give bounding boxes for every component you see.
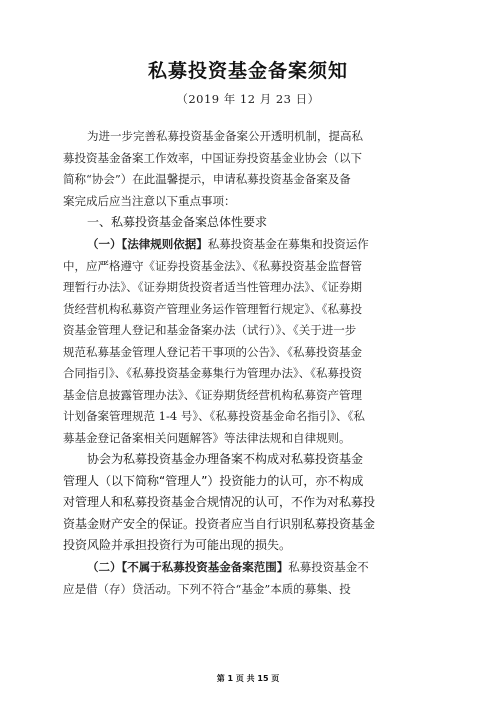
text-line: 募基金登记备案相关问题解答》等法律法规和自律规则。 bbox=[63, 430, 351, 445]
text-line: 案完成后应当注意以下重点事项： bbox=[63, 193, 236, 208]
text-line bbox=[63, 557, 433, 579]
section-heading bbox=[63, 212, 433, 234]
item1-first-line: 私募投资基金在募集和投资运作 bbox=[207, 237, 369, 251]
text-line: 协会为私募投资基金办理备案不构成对私募投资基金 bbox=[87, 452, 364, 466]
text-line: 规范私募基金管理人登记若干事项的公告》、《私募投资基金 bbox=[63, 344, 362, 359]
section-heading-text: 一、私募投资基金备案总体性要求 bbox=[87, 215, 268, 229]
item2-paragraph bbox=[63, 557, 433, 600]
text-line: 基金信息披露管理办法》、《证券期货经营机构私募资产管理 bbox=[63, 387, 362, 402]
document-title: 私募投资基金备案须知 bbox=[147, 60, 348, 82]
text-line: 合同指引》、《私募投资基金募集行为管理办法》、《私募投资 bbox=[63, 366, 362, 380]
text-line: 资基金财产安全的保证。投资者应当自行识别私募投资基金 bbox=[63, 516, 376, 531]
text-line: 募投资基金备案工作效率，中国证券投资基金业协会（以下 bbox=[63, 150, 362, 165]
item2-label: （二）【不属于私募投资基金备案范围】 bbox=[87, 560, 289, 574]
document-date: （2019 年 12 月 23 日） bbox=[176, 92, 320, 106]
item1-label: （一）【法律规则依据】 bbox=[87, 237, 208, 251]
text-line: 简称“协会”）在此温馨提示，申请私募投资基金备案及备 bbox=[63, 172, 351, 186]
text-line bbox=[63, 234, 433, 256]
text-line: 对管理人和私募投资基金合规情况的认可，不作为对私募投 bbox=[63, 495, 376, 509]
text-line: 货经营机构私募资产管理业务运作管理暂行规定》、《私募投 bbox=[63, 301, 362, 316]
text-line: 中，应严格遵守《证券投资基金法》、《私募投资基金监督管 bbox=[63, 258, 362, 273]
intro-paragraph bbox=[63, 126, 433, 212]
text-line: 计划备案管理规范 1-4 号》、《私募投资基金命名指引》、《私 bbox=[63, 409, 365, 423]
text-line: 理暂行办法》、《证券期货投资者适当性管理办法》、《证券期 bbox=[63, 280, 362, 294]
text-line: 资基金管理人登记和基金备案办法（试行）》、《关于进一步 bbox=[63, 323, 357, 337]
text-line: 投资风险并承担投资行为可能出现的损失。 bbox=[63, 538, 292, 552]
text-line: 应是借（存）贷活动。下列不符合“基金”本质的募集、投 bbox=[63, 581, 351, 596]
text-line: 为进一步完善私募投资基金备案公开透明机制，提高私 bbox=[87, 129, 363, 143]
item1-paragraph bbox=[63, 234, 433, 449]
disclaimer-paragraph bbox=[63, 449, 433, 557]
page-footer: 第 1 页 共 15 页 bbox=[216, 674, 280, 683]
item2-first-line: 私募投资基金不 bbox=[288, 560, 369, 574]
text-line: 管理人（以下简称“管理人”）投资能力的认可，亦不构成 bbox=[63, 473, 364, 488]
